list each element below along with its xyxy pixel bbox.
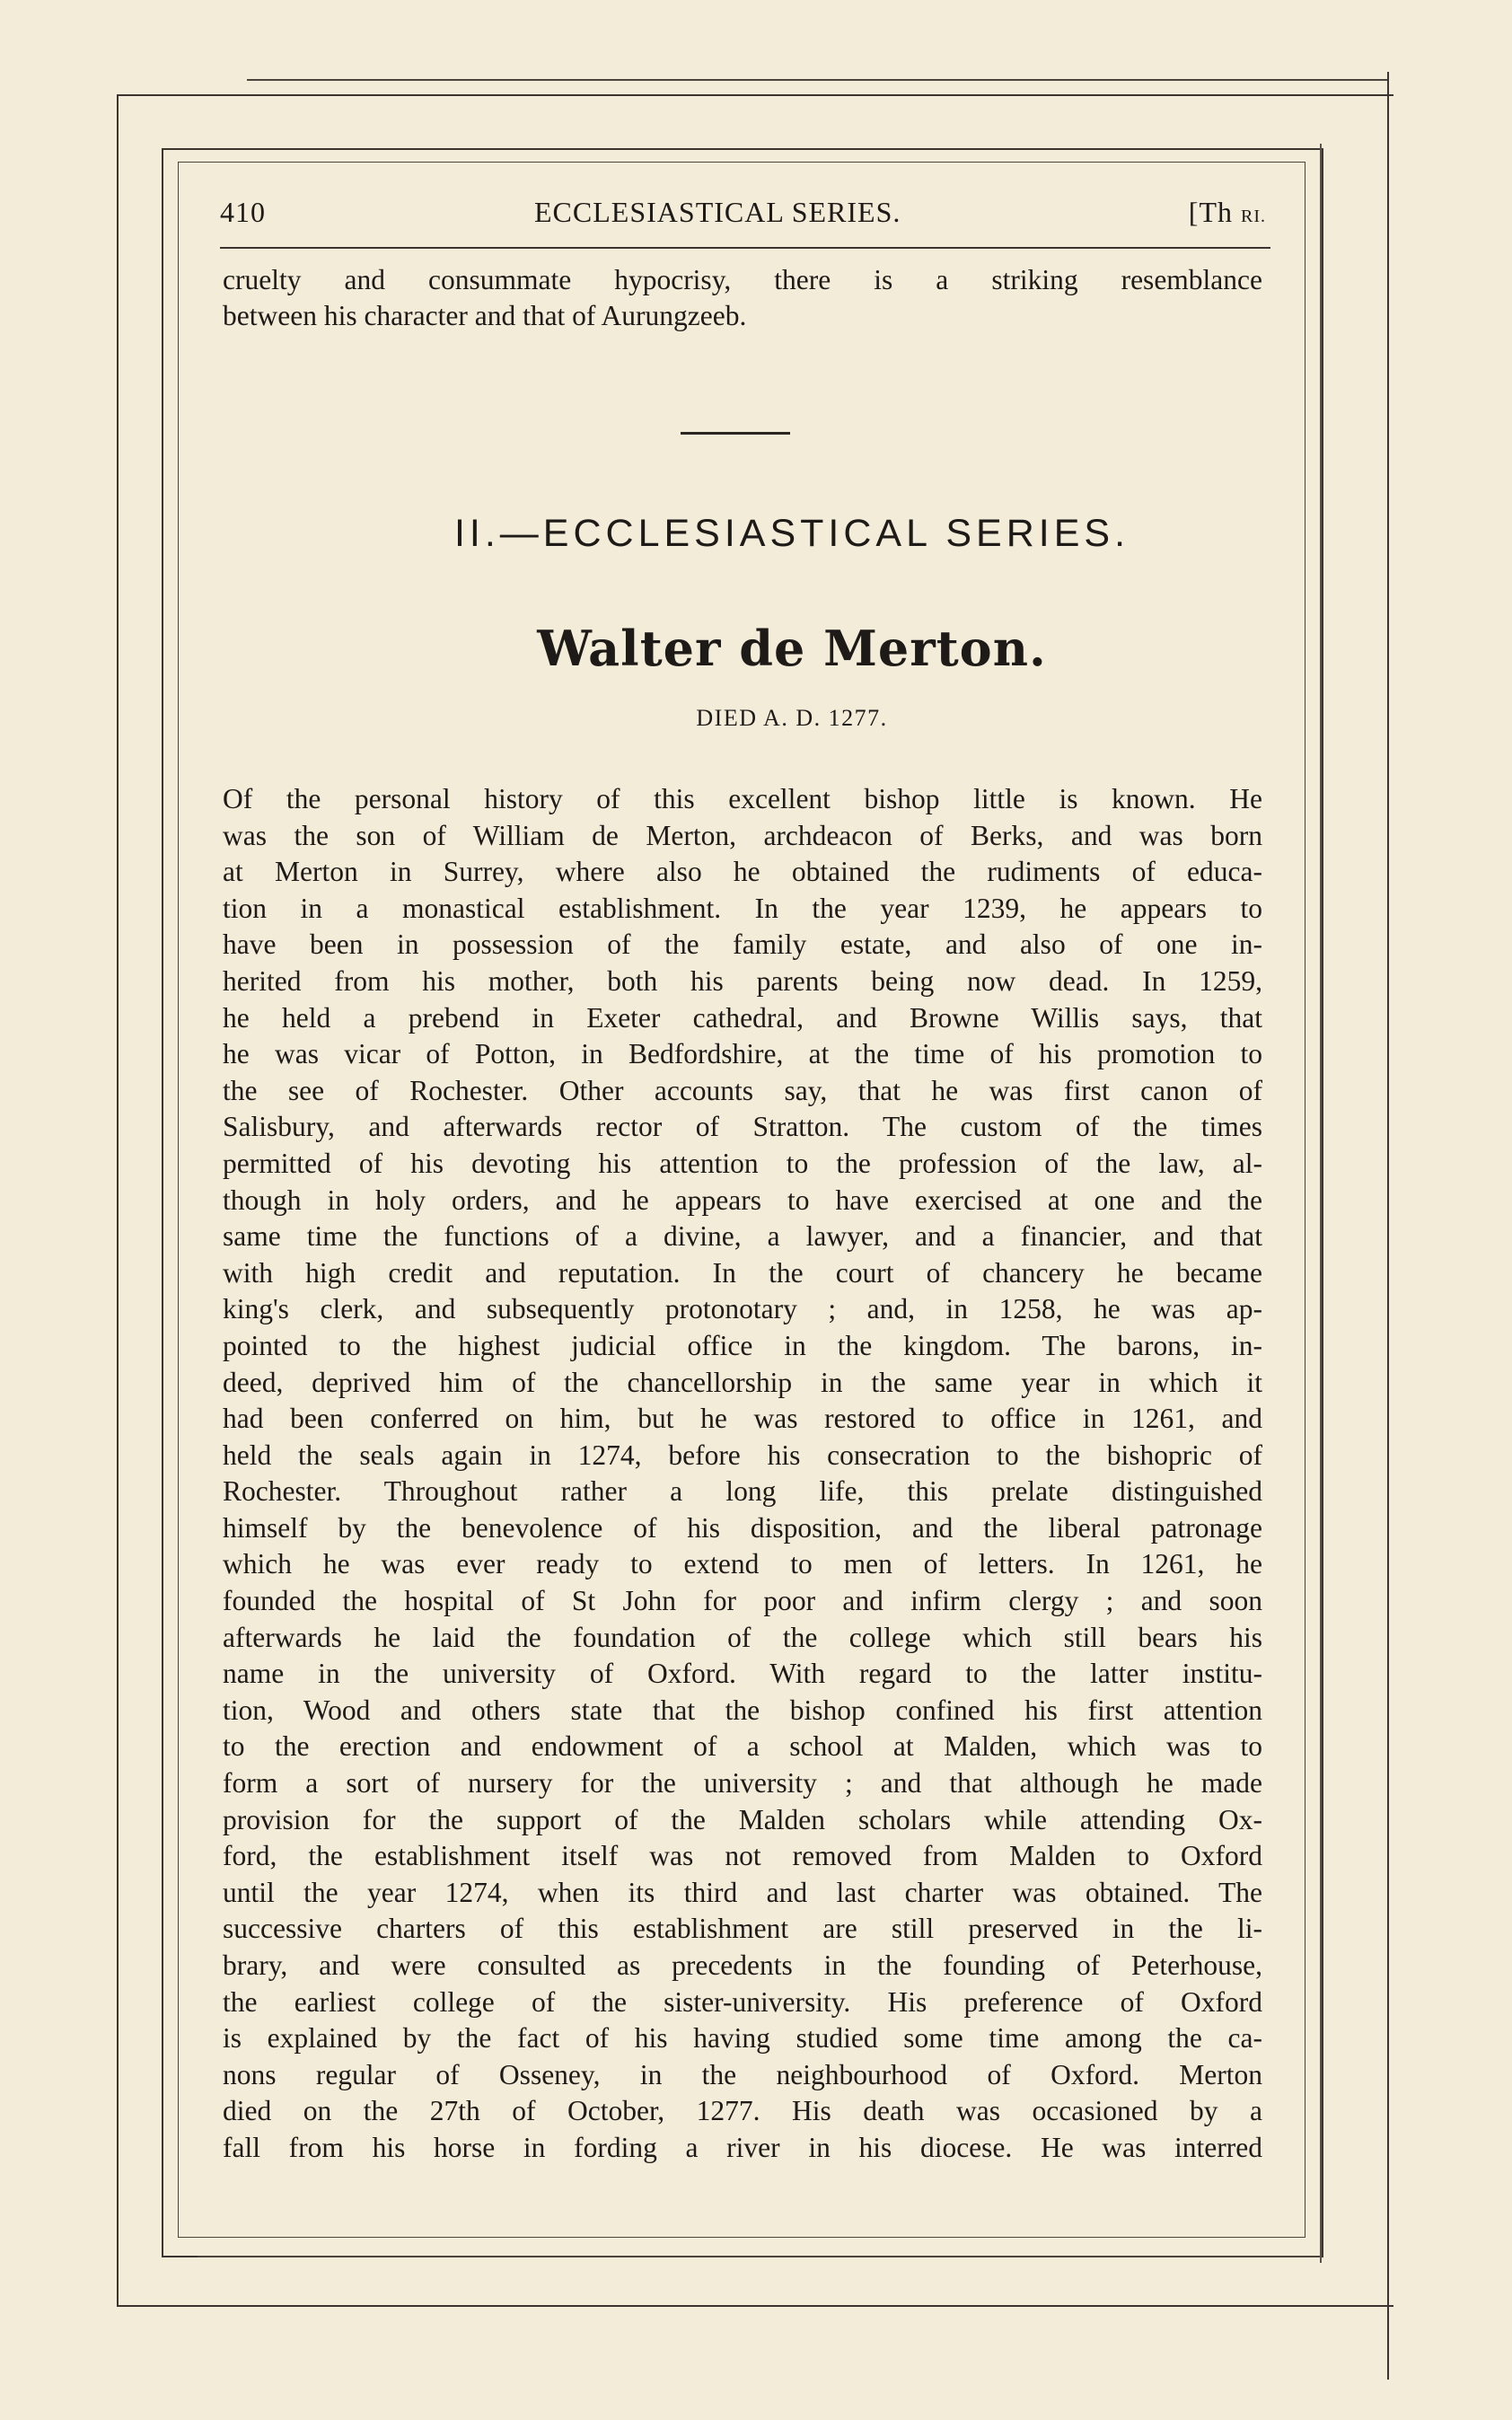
body-line: is explained by the fact of his having studied some time among the ca- [223, 2022, 1262, 2055]
body-line: was the son of William de Merton, archdeacon of Berks, and was born [223, 819, 1262, 851]
body-line: died on the 27th of October, 1277. His death was occasioned by a [223, 2095, 1262, 2127]
frame-top-rule [247, 79, 1389, 81]
body-line: with high credit and reputation. In the court of chancery he became [223, 1256, 1262, 1289]
intro-line: cruelty and consummate hypocrisy, there is a striking resemblance [223, 264, 1262, 295]
inner-border-right [1320, 144, 1322, 2263]
body-line: though in holy orders, and he appears to have exercised at one and the [223, 1184, 1262, 1216]
body-line: the earliest college of the sister-university. His preference of Oxford [223, 1985, 1262, 2018]
corner-heading [1189, 196, 1266, 229]
body-line: held the seals again in 1274, before his consecration to the bishopric of [223, 1439, 1262, 1471]
body-line: successive charters of this establishment are still preserved in the li- [223, 1913, 1262, 1945]
body-line: the see of Rochester. Other accounts say, that he was first canon of [223, 1074, 1262, 1106]
body-line: same time the functions of a divine, a lawyer, and a financier, and that [223, 1220, 1262, 1253]
body-line: he was vicar of Potton, in Bedfordshire, at the time of his promotion to [223, 1038, 1262, 1070]
body-line: had been conferred on him, but he was restored to office in 1261, and [223, 1403, 1262, 1435]
subject-name: Walter de Merton. [537, 620, 1047, 677]
body-line: until the year 1274, when its third and last charter was obtained. The [223, 1876, 1262, 1908]
body-line: fall from his horse in fording a river in his diocese. He was interred [223, 2131, 1262, 2163]
body-line: Salisbury, and afterwards rector of Stratton. The custom of the times [223, 1111, 1262, 1143]
intro-paragraph [223, 262, 1262, 334]
body-line: tion, Wood and others state that the bishop confined his first attention [223, 1694, 1262, 1726]
body-line: which he was ever ready to extend to men of letters. In 1261, he [223, 1548, 1262, 1580]
body-line: afterwards he laid the foundation of the college which still bears his [223, 1621, 1262, 1653]
body-line: he held a prebend in Exeter cathedral, and Browne Willis says, that [223, 1001, 1262, 1034]
intro-line: between his character and that of Aurungzeeb. [223, 300, 747, 331]
body-line: permitted of his devoting his attention to the profession of the law, al- [223, 1147, 1262, 1179]
body-line: tion in a monastical establishment. In the year 1239, he appears to [223, 892, 1262, 924]
biography-body [223, 781, 1262, 2167]
body-line: nons regular of Osseney, in the neighbourhood of Oxford. Merton [223, 2058, 1262, 2090]
body-line: have been in possession of the family estate, and also of one in- [223, 928, 1262, 961]
body-line: pointed to the highest judicial office in the kingdom. The barons, in- [223, 1329, 1262, 1361]
body-line: form a sort of nursery for the university ; and that although he made [223, 1767, 1262, 1800]
body-line: at Merton in Surrey, where also he obtained the rudiments of educa- [223, 856, 1262, 888]
body-line: Of the personal history of this excellent bishop little is known. He [223, 783, 1262, 814]
body-line: brary, and were consulted as precedents in the founding of Peterhouse, [223, 1949, 1262, 1981]
body-line: herited from his mother, both his parents being now dead. In 1259, [223, 964, 1262, 997]
died-date: DIED A. D. 1277. [696, 705, 888, 731]
outer-border-right [1387, 72, 1389, 2380]
corner-small-text: RI. [1241, 207, 1266, 226]
body-line: himself by the benevolence of his disposition, and the liberal patronage [223, 1511, 1262, 1544]
body-line: Rochester. Throughout rather a long life, this prelate distinguished [223, 1475, 1262, 1508]
body-line: king's clerk, and subsequently protonotary ; and, in 1258, he was ap- [223, 1293, 1262, 1325]
inner-bottom-rule [198, 2256, 1320, 2257]
header-rule [220, 247, 1270, 249]
body-line: provision for the support of the Malden scholars while attending Ox- [223, 1803, 1262, 1835]
section-divider [681, 432, 790, 435]
page-number: 410 [220, 196, 266, 228]
section-title: II.—ECCLESIASTICAL SERIES. [453, 512, 1130, 555]
body-line: name in the university of Oxford. With regard to the latter institu- [223, 1658, 1262, 1690]
corner-text: [Th [1188, 196, 1233, 228]
running-title: ECCLESIASTICAL SERIES. [534, 196, 901, 228]
body-line: ford, the establishment itself was not removed from Malden to Oxford [223, 1840, 1262, 1872]
body-line: to the erection and endowment of a school at Malden, which was to [223, 1730, 1262, 1763]
body-line: deed, deprived him of the chancellorship in the same year in which it [223, 1366, 1262, 1398]
page-header [220, 196, 1266, 232]
body-line: founded the hospital of St John for poor and infirm clergy ; and soon [223, 1585, 1262, 1617]
